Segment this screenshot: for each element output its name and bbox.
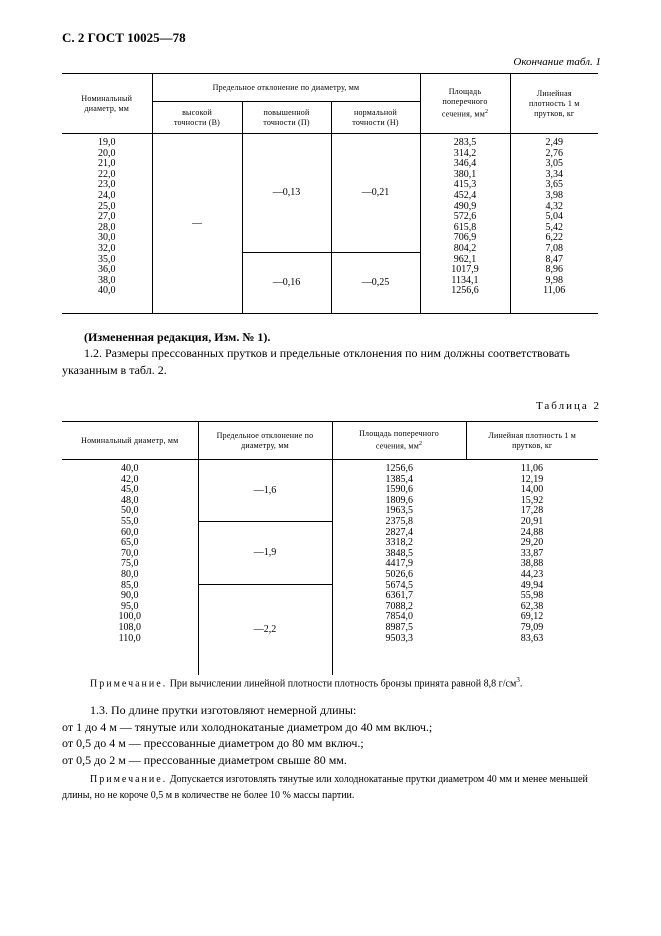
t2-density: 83,63: [520, 632, 544, 644]
t2-density: 20,91: [520, 515, 544, 527]
t2-density: 79,09: [520, 621, 544, 633]
t2-diameter: 110,0: [118, 632, 141, 644]
t1-area: 346,4: [453, 158, 477, 170]
t1-normal-value: —0,21: [331, 134, 420, 253]
t2-density: 69,12: [520, 611, 544, 623]
note-1-label: Примечание.: [90, 678, 168, 690]
t1-increased-value: —0,16: [242, 253, 331, 314]
t1-density: 8,96: [545, 264, 563, 276]
t1-diameter: 32,0: [98, 242, 116, 254]
t1-header-area: Площадь поперечного сечения, $мм^2$: [420, 74, 510, 134]
t1-density: 3,05: [545, 158, 563, 170]
t1-area: 283,5: [453, 137, 477, 148]
t1-diameter: 35,0: [98, 253, 116, 265]
t1-area: 572,6: [453, 211, 477, 223]
t1-diameter: 36,0: [98, 264, 116, 276]
t2-diameter: 100,0: [118, 611, 141, 623]
t1-diameter: 40,0: [98, 285, 116, 297]
t2-diameter: 95,0: [121, 600, 139, 612]
table-1: [62, 73, 598, 314]
t2-diameter: 70,0: [121, 547, 139, 559]
paragraph-1-3-title: 1.3. По длине прутки изготовляют немерной длины:: [90, 703, 357, 717]
note-1-text: При вычислении линейной плотности плотность бронзы принята равной 8,8 г/см: [169, 678, 517, 690]
t2-density: 29,20: [520, 537, 544, 549]
t2-diameter: 65,0: [121, 537, 139, 549]
t2-diameter: 45,0: [121, 484, 139, 496]
t2-header-area: Площадь поперечного сечения, $мм^2$: [332, 422, 466, 460]
t2-density: 62,38: [520, 600, 544, 612]
t1-density: 8,47: [545, 253, 563, 265]
t1-area: 615,8: [453, 221, 477, 233]
t1-diameter: 27,0: [98, 211, 116, 223]
t1-diameter: 21,0: [98, 158, 116, 170]
t2-area: 1809,6: [385, 494, 413, 506]
t1-diameter: 19,0: [98, 137, 116, 148]
table-2-caption: Таблица 2: [535, 400, 601, 412]
note-1: [90, 676, 522, 689]
t2-diameter: 90,0: [121, 590, 139, 602]
t1-header-increased: повышенной точности (П): [242, 102, 331, 134]
t2-area: 5674,5: [385, 579, 413, 591]
t2-area: 7088,2: [385, 600, 413, 612]
t2-area: 6361,7: [385, 590, 413, 602]
page-header: С. 2 ГОСТ 10025—78: [62, 30, 186, 45]
t1-density: 2,49: [545, 137, 563, 148]
t1-header-density: Линейная плотность 1 м прутков, кг: [510, 74, 598, 134]
t2-diameter-column: [62, 460, 198, 676]
paragraph-1-3: [62, 702, 433, 768]
t2-area: 2375,8: [385, 515, 413, 527]
t2-diameter: 80,0: [121, 568, 139, 580]
t1-density: 6,22: [545, 232, 563, 244]
t2-density: 15,92: [520, 494, 544, 506]
t1-diameter: 20,0: [98, 147, 116, 159]
t1-area: 1256,6: [451, 285, 479, 297]
t1-density: 5,04: [545, 211, 563, 223]
paragraph-1-2: 1.2. Размеры прессованных прутков и предельные отклонения по ним должны соответствовать указанным в табл. 2.: [62, 346, 570, 377]
t1-diameter: 30,0: [98, 232, 116, 244]
t2-density: 17,28: [520, 505, 544, 517]
note-1-sup: 3: [516, 676, 520, 684]
t1-diameter: 23,0: [98, 179, 116, 191]
t2-area: 1963,5: [385, 505, 413, 517]
t1-header-deviation-group: Предельное отклонение по диаметру, мм: [152, 74, 420, 102]
continuation-caption: Окончание табл. 1: [513, 56, 601, 68]
t2-density: 11,06: [520, 463, 544, 474]
note-2-text: Допускается изготовлять тянутые или холоднокатаные прутки диаметром 40 мм и менее меньшей длины, но не короче 0,5 м в количестве не более 10 % массы партии.: [62, 774, 588, 801]
t2-area: 3848,5: [385, 547, 413, 559]
t1-area: 1134,1: [451, 274, 479, 286]
t1-header-normal: нормальной точности (Н): [331, 102, 420, 134]
t1-density: 3,65: [545, 179, 563, 191]
t2-density: 24,88: [520, 526, 544, 538]
t2-density: 55,98: [520, 590, 544, 602]
t1-area: 804,2: [453, 242, 477, 254]
paragraph-1-3-line: от 0,5 до 4 м — прессованные диаметром до 80 мм включ.;: [62, 736, 364, 750]
t2-area: 1256,6: [385, 463, 413, 474]
t2-density-column: [466, 460, 598, 676]
t2-diameter: 75,0: [121, 558, 139, 570]
t1-density: 3,98: [545, 189, 563, 201]
t1-diameter: 24,0: [98, 189, 116, 201]
t2-diameter: 55,0: [121, 515, 139, 527]
t1-diameter-column: [62, 134, 152, 314]
t2-density: 38,88: [520, 558, 544, 570]
t1-diameter: 38,0: [98, 274, 116, 286]
t1-area-column: [420, 134, 510, 314]
t2-diameter: 50,0: [121, 505, 139, 517]
t2-area: 5026,6: [385, 568, 413, 580]
table-2: [62, 421, 598, 675]
t2-header-density: Линейная плотность 1 м прутков, кг: [466, 422, 598, 460]
note-2: [62, 772, 602, 804]
t1-area: 490,9: [453, 200, 477, 212]
t1-density: 5,42: [545, 221, 563, 233]
t1-area: 962,1: [453, 253, 477, 265]
t2-density: 49,94: [520, 579, 544, 591]
t2-deviation-value: —2,2: [198, 585, 332, 676]
t1-area: 415,3: [453, 179, 477, 191]
t1-density: 7,08: [545, 242, 563, 254]
t2-area: 8987,5: [385, 621, 413, 633]
t2-diameter: 85,0: [121, 579, 139, 591]
t2-deviation-value: —1,6: [198, 460, 332, 522]
t1-area: 1017,9: [451, 264, 479, 276]
t2-density: 14,00: [520, 484, 544, 496]
t2-header-deviation: Предельное отклонение по диаметру, мм: [198, 422, 332, 460]
t1-area: 706,9: [453, 232, 477, 244]
t1-area: 452,4: [453, 189, 477, 201]
t1-density: 4,32: [545, 200, 563, 212]
note-1-end: .: [519, 678, 523, 690]
t1-density: 3,34: [545, 168, 563, 180]
t1-normal-value: —0,25: [331, 253, 420, 314]
t2-density: 44,23: [520, 568, 544, 580]
t2-diameter: 42,0: [121, 473, 139, 485]
t2-header-nominal: Номинальный диаметр, мм: [62, 422, 198, 460]
t1-area: 380,1: [453, 168, 477, 180]
t1-increased-value: —0,13: [242, 134, 331, 253]
t2-diameter: 108,0: [118, 621, 141, 633]
paragraph-1-3-line: от 1 до 4 м — тянутые или холоднокатаные диаметром до 40 мм включ.;: [62, 719, 433, 734]
t2-area: 1385,4: [385, 473, 413, 485]
t2-area-column: [332, 460, 466, 676]
t1-header-high: высокой точности (В): [152, 102, 242, 134]
t2-diameter: 60,0: [121, 526, 139, 538]
amendment-note: (Измененная редакция, Изм. № 1).: [84, 330, 271, 344]
t2-density: 33,87: [520, 547, 544, 559]
t2-diameter: 48,0: [121, 494, 139, 506]
t1-high-value: —: [152, 134, 242, 314]
t2-density: 12,19: [520, 473, 544, 485]
t2-area: 7854,0: [385, 611, 413, 623]
t1-diameter: 22,0: [98, 168, 116, 180]
t1-area: 314,2: [453, 147, 477, 159]
t1-diameter: 25,0: [98, 200, 116, 212]
t1-density: 11,06: [543, 285, 566, 297]
t2-area: 1590,6: [385, 484, 413, 496]
t1-density-column: [510, 134, 598, 314]
paragraph-1-3-line: от 0,5 до 2 м — прессованные диаметром свыше 80 мм.: [62, 752, 347, 767]
t2-area: 2827,4: [385, 526, 413, 538]
t2-diameter: 40,0: [121, 463, 139, 474]
t1-density: 9,98: [545, 274, 563, 286]
t1-density: 2,76: [545, 147, 563, 159]
t2-area: 4417,9: [385, 558, 413, 570]
t2-area: 9503,3: [385, 632, 413, 644]
t2-deviation-value: —1,9: [198, 522, 332, 585]
t1-header-nominal: Номинальный диаметр, мм: [62, 74, 152, 134]
note-2-label: Примечание.: [90, 774, 168, 785]
t2-area: 3318,2: [385, 537, 413, 549]
t1-diameter: 28,0: [98, 221, 116, 233]
